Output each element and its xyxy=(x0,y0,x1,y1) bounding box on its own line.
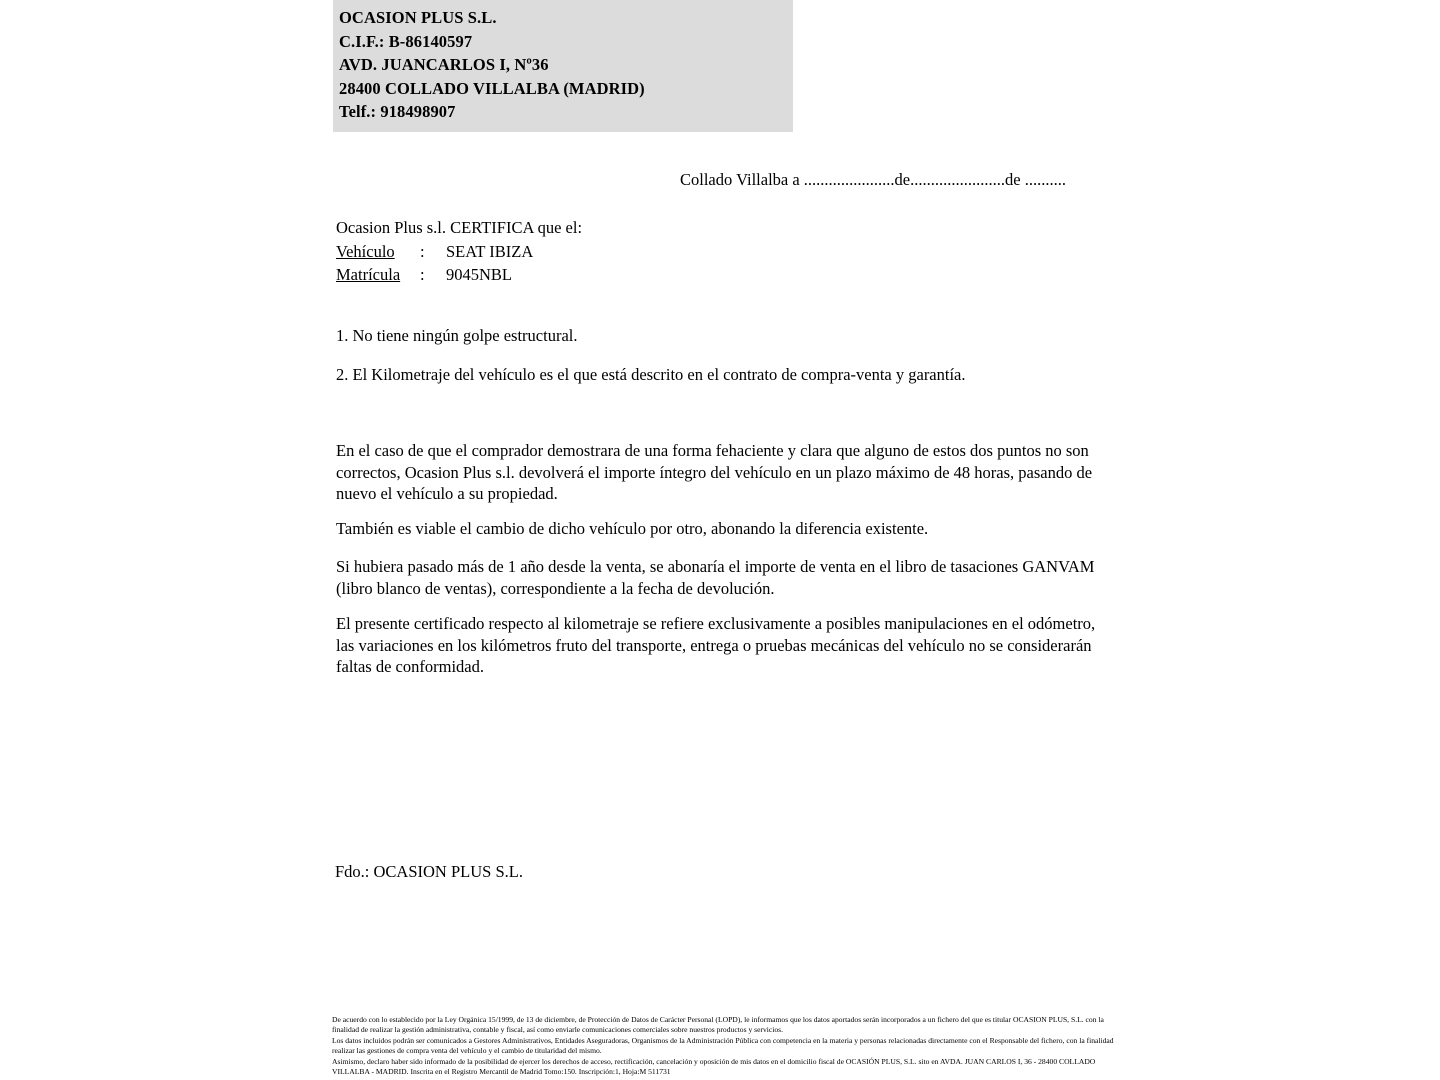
plate-field-label: Matrícula xyxy=(336,265,401,284)
company-header-block xyxy=(333,0,793,132)
vehicle-field-value: SEAT IBIZA xyxy=(446,241,534,261)
paragraph-one-year-clause: Si hubiera pasado más de 1 año desde la venta, se abonaría el importe de venta en el libro de tasaciones GANVAM (libro blanco de ventas), correspondiente a la fecha de devolución. xyxy=(336,557,1095,598)
paragraph-refund-terms: En el caso de que el comprador demostrara de una forma fehaciente y clara que alguno de estos dos puntos no son correctos, Ocasion Plus s.l. devolverá el importe íntegro del vehículo en un plazo máximo de 48 horas, pasando de nuevo el vehículo a su propiedad. xyxy=(336,441,1093,503)
plate-field-value: 9045NBL xyxy=(446,265,512,284)
plate-field-separator: : xyxy=(420,265,425,284)
company-phone: Telf.: 918498907 xyxy=(339,102,456,121)
legal-notice-paragraph-2: Los datos incluidos podrán ser comunicados a Gestores Administrativos, Entidades Aseguradoras, Organismos de la Administración Pública con competencia en la materia y personas relacionadas directamente con el Responsable del fichero, con la finalidad realizar las gestiones de compra venta del vehículo y el cambio de titularidad del mismo. xyxy=(332,1036,1114,1055)
legal-notice-block xyxy=(332,1015,1122,1079)
paragraph-odometer-clause: El presente certificado respecto al kilometraje se refiere exclusivamente a posibles manipulaciones en el odómetro, las variaciones en los kilómetros fruto del transporte, entrega o pruebas mecánicas del vehículo no se considerarán faltas de conformidad. xyxy=(336,614,1096,676)
point-item-2: 2. El Kilometraje del vehículo es el que está descrito en el contrato de compra-venta y garantía. xyxy=(336,365,966,384)
legal-notice-paragraph-3: Asimismo, declaro haber sido informado de la posibilidad de ejercer los derechos de acceso, rectificación, cancelación y oposición de mis datos en el domicilio fiscal de OCASIÓN PLUS, S.L. sito en AVDA. JUAN CARLOS I, 36 - 28400 COLLADO VILLALBA - MADRID. Inscrita en el Registro Mercantil de Madrid Tomo:150. Inscripción:1, Hoja:M 511731 xyxy=(332,1057,1096,1076)
point-item-1: 1. No tiene ningún golpe estructural. xyxy=(336,326,578,345)
company-cif: C.I.F.: B-86140597 xyxy=(339,31,473,51)
certification-block xyxy=(336,216,582,287)
paragraph-vehicle-exchange: También es viable el cambio de dicho vehículo por otro, abonando la diferencia existente. xyxy=(336,519,929,538)
vehicle-field-row xyxy=(336,240,582,264)
signature-line: Fdo.: OCASION PLUS S.L. xyxy=(335,862,523,881)
vehicle-field-separator: : xyxy=(420,241,425,261)
plate-field-row xyxy=(336,263,582,287)
vehicle-field-label: Vehículo xyxy=(336,241,395,261)
company-name: OCASION PLUS S.L. xyxy=(339,8,497,27)
certifies-intro: Ocasion Plus s.l. CERTIFICA que el: xyxy=(336,218,583,237)
company-street: AVD. JUANCARLOS I, Nº36 xyxy=(339,55,549,74)
legal-notice-paragraph-1: De acuerdo con lo establecido por la Ley Orgánica 15/1999, de 13 de diciembre, de Protección de Datos de Carácter Personal (LOPD), le informamos que los datos aportados serán incorporados a un fichero del que es titular OCASION PLUS, S.L. con la finalidad de realizar la gestión administrativa, contable y fiscal, así como enviarle comunicaciones comerciales sobre nuestros productos y servicios. xyxy=(332,1015,1104,1034)
company-city: 28400 COLLADO VILLALBA (MADRID) xyxy=(339,78,645,98)
date-line: Collado Villalba a ......................de.......................de .......... xyxy=(680,170,1066,189)
